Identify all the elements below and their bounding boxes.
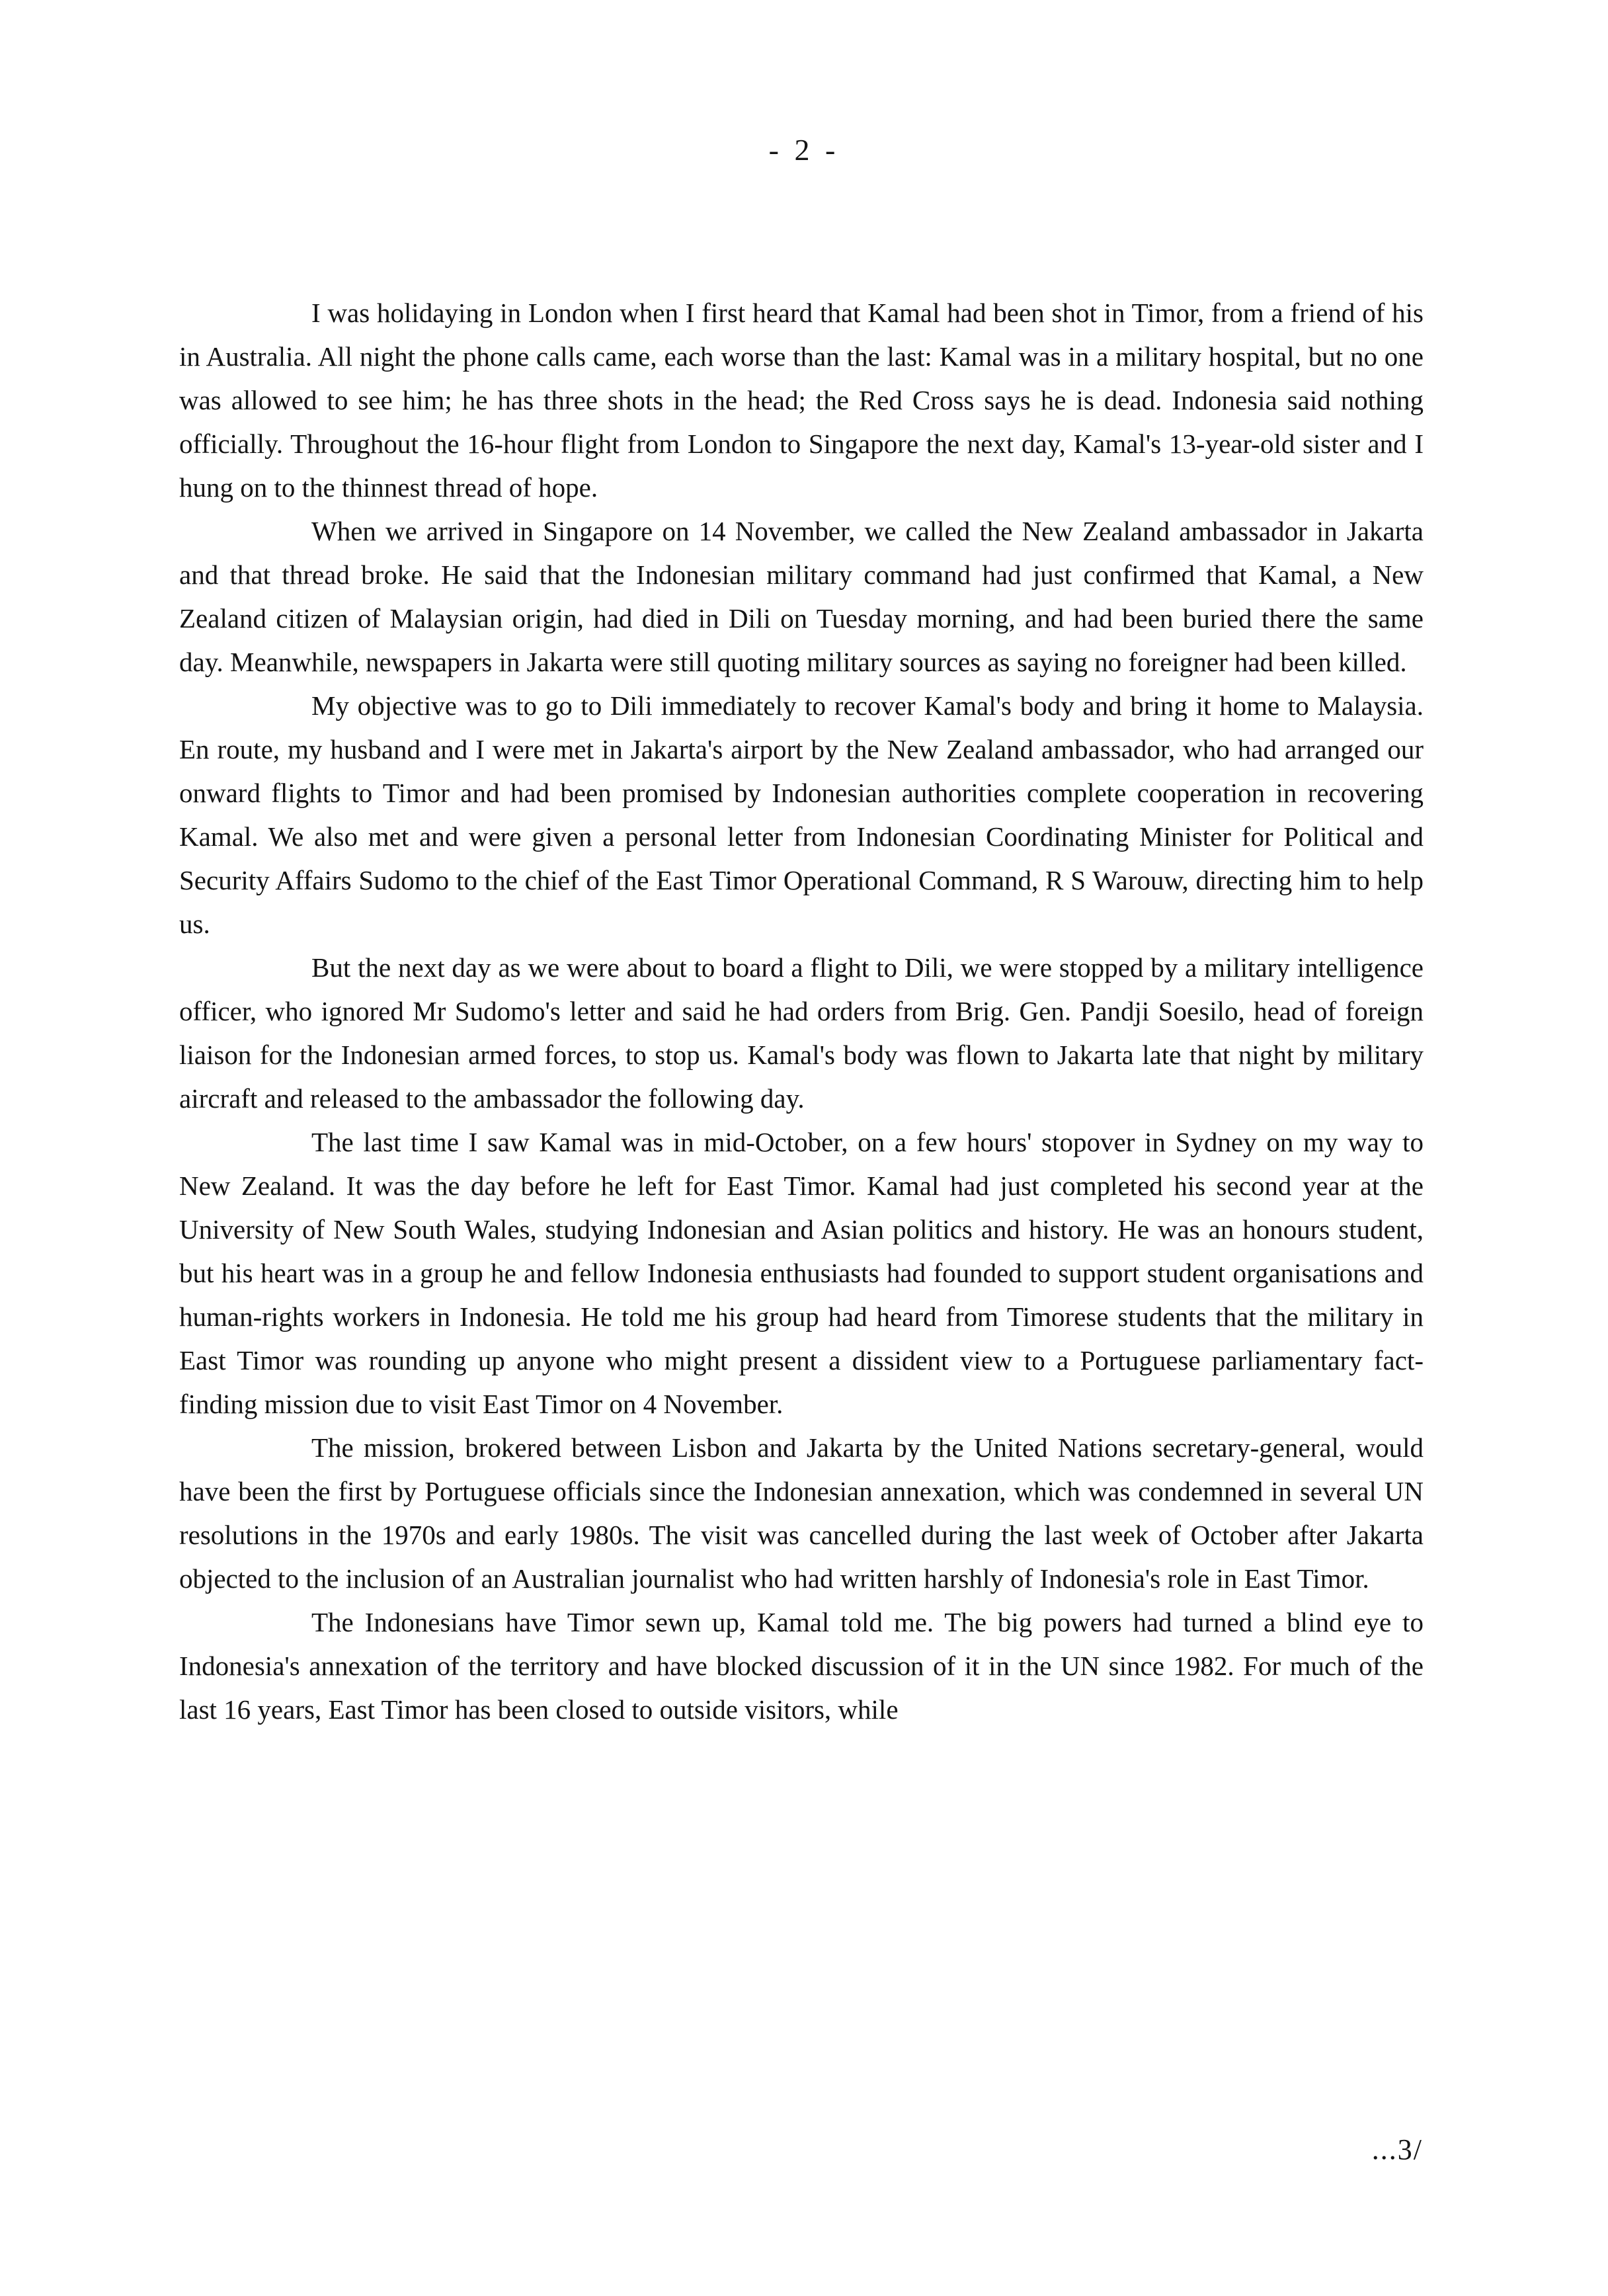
paragraph-7: The Indonesians have Timor sewn up, Kamal told me. The big powers had turned a blind eye to Indonesia's annexation of the territory and have blocked discussion of it in the UN since 1982. For much of the last 16 years, East Timor has been closed to outside visitors, while (179, 1607, 1424, 1725)
paragraph-4: But the next day as we were about to board a flight to Dili, we were stopped by a military intelligence officer, who ignored Mr Sudomo's letter and said he had orders from Brig. Gen. Pandji Soesilo, head of foreign liaison for the Indonesian armed forces, to stop us. Kamal's body was flown to Jakarta late that night by military aircraft and released to the ambassador the following day. (179, 952, 1424, 1114)
page-number: - 2 - (768, 133, 840, 167)
paragraph-2: When we arrived in Singapore on 14 November, we called the New Zealand ambassador in Jakarta and that thread broke. He said that the Indonesian military command had just confirmed that Kamal, a New Zealand citizen of Malaysian origin, had died in Dili on Tuesday morning, and had been buried there the same day. Meanwhile, newspapers in Jakarta were still quoting military sources as saying no foreigner had been killed. (179, 516, 1424, 677)
body-text (179, 291, 1424, 1731)
paragraph-5: The last time I saw Kamal was in mid-October, on a few hours' stopover in Sydney on my way to New Zealand. It was the day before he left for East Timor. Kamal had just completed his second year at the University of New South Wales, studying Indonesian and Asian politics and history. He was an honours student, but his heart was in a group he and fellow Indonesia enthusiasts had founded to support student organisations and human-rights workers in Indonesia. He told me his group had heard from Timorese students that the military in East Timor was rounding up anyone who might present a dissident view to a Portuguese parliamentary fact-finding mission due to visit East Timor on 4 November. (179, 1127, 1424, 1419)
continuation-marker: ...3/ (1371, 2133, 1423, 2166)
paragraph-1: I was holidaying in London when I first heard that Kamal had been shot in Timor, from a friend of his in Australia. All night the phone calls came, each worse than the last: Kamal was in a military hospital, but no one was allowed to see him; he has three shots in the head; the Red Cross says he is dead. Indonesia said nothing officially. Throughout the 16-hour flight from London to Singapore the next day, Kamal's 13-year-old sister and I hung on to the thinnest thread of hope. (179, 298, 1424, 503)
paragraph-3: My objective was to go to Dili immediately to recover Kamal's body and bring it home to Malaysia. En route, my husband and I were met in Jakarta's airport by the New Zealand ambassador, who had arranged our onward flights to Timor and had been promised by Indonesian authorities complete cooperation in recovering Kamal. We also met and were given a personal letter from Indonesian Coordinating Minister for Political and Security Affairs Sudomo to the chief of the East Timor Operational Command, R S Warouw, directing him to help us. (179, 690, 1424, 939)
paragraph-6: The mission, brokered between Lisbon and Jakarta by the United Nations secretary-general, would have been the first by Portuguese officials since the Indonesian annexation, which was condemned in several UN resolutions in the 1970s and early 1980s. The visit was cancelled during the last week of October after Jakarta objected to the inclusion of an Australian journalist who had written harshly of Indonesia's role in East Timor. (179, 1432, 1424, 1594)
